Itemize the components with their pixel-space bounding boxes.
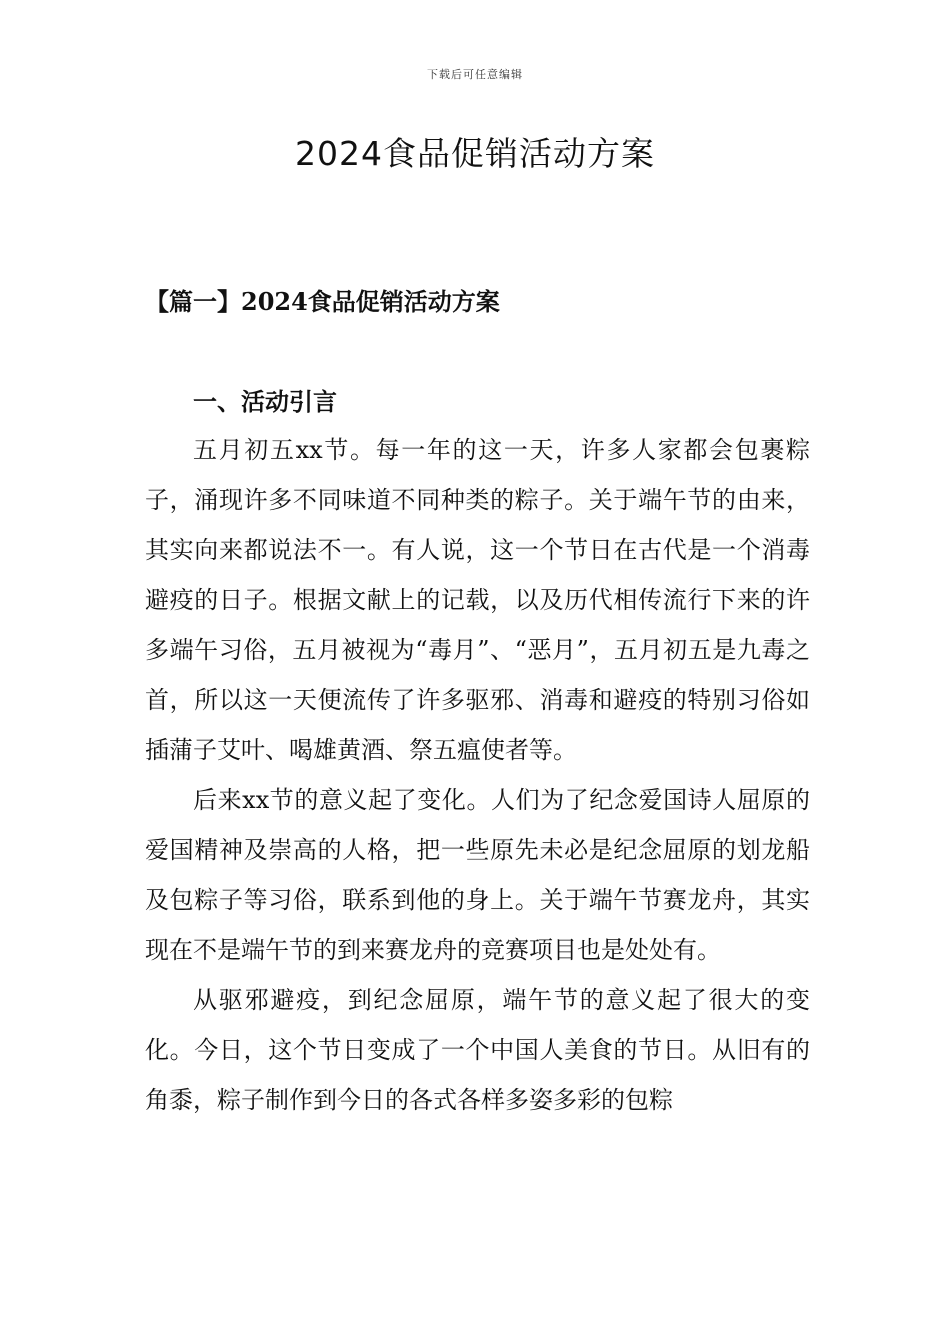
paragraph-1: 五月初五xx节。每一年的这一天，许多人家都会包裹粽子，涌现许多不同味道不同种类的粽子。关于端午节的由来，其实向来都说法不一。有人说，这一个节日在古代是一个消毒避疫的日子。根据文献上的记载，以及历代相传流行下来的许多端午习俗，五月被视为“毒月”、“恶月”，五月初五是九毒之首，所以这一天便流传了许多驱邪、消毒和避疫的特别习俗如插蒲子艾叶、喝雄黄酒、祭五瘟使者等。 [145,436,810,764]
paragraph-2: 后来xx节的意义起了变化。人们为了纪念爱国诗人屈原的爱国精神及崇高的人格，把一些原先未必是纪念屈原的划龙船及包粽子等习俗，联系到他的身上。关于端午节赛龙舟，其实现在不是端午节的到来赛龙舟的竞赛项目也是处处有。 [145,786,810,964]
document-title: 2024食品促销活动方案 [295,134,655,173]
chapter-title: 【篇一】2024食品促销活动方案 [145,287,500,316]
section-heading: 一、活动引言 [193,387,337,416]
body-text [145,425,810,1125]
paragraph-3: 从驱邪避疫，到纪念屈原，端午节的意义起了很大的变化。今日，这个节日变成了一个中国人美食的节日。从旧有的角黍，粽子制作到今日的各式各样多姿多彩的包粽 [145,986,810,1114]
header-note: 下载后可任意编辑 [427,68,523,81]
